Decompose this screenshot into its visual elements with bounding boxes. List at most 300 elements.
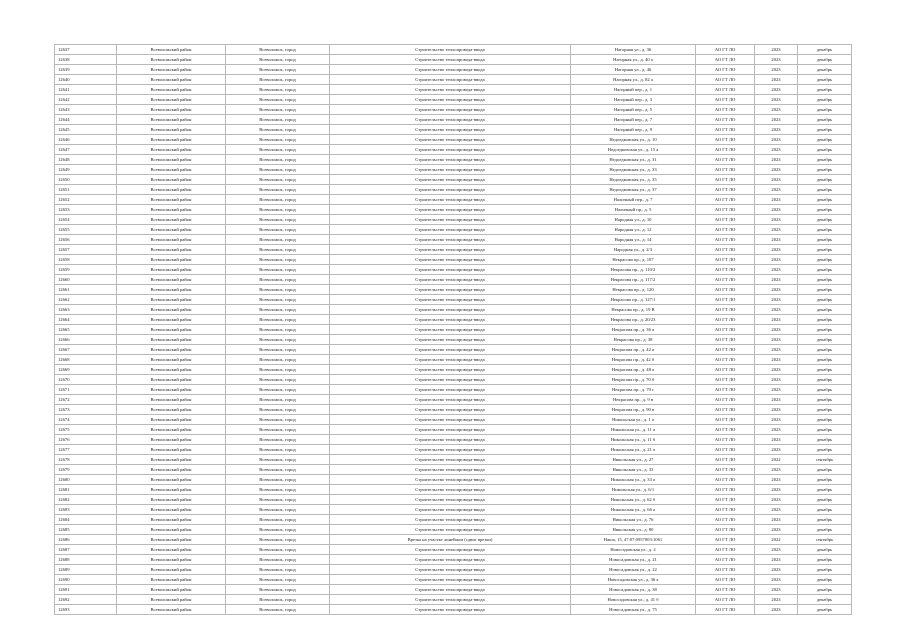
row-number-cell[interactable]: 12657: [55, 245, 117, 255]
year-cell[interactable]: 2023: [755, 55, 798, 65]
district-cell[interactable]: Всеволожский район: [117, 165, 226, 175]
month-cell[interactable]: декабрь: [798, 345, 852, 355]
row-number-cell[interactable]: 12676: [55, 435, 117, 445]
district-cell[interactable]: Всеволожский район: [117, 595, 226, 605]
row-number-cell[interactable]: 12680: [55, 475, 117, 485]
work-type-cell[interactable]: Строительство теплопровода-ввода: [330, 235, 571, 245]
district-cell[interactable]: Всеволожский район: [117, 235, 226, 245]
table-row[interactable]: [55, 415, 852, 425]
district-cell[interactable]: Всеволожский район: [117, 315, 226, 325]
address-cell[interactable]: Нагорная ул., д. 46: [571, 65, 696, 75]
district-cell[interactable]: Всеволожский район: [117, 95, 226, 105]
organization-cell[interactable]: АО ГТ ЛО: [696, 385, 755, 395]
row-number-cell[interactable]: 12653: [55, 205, 117, 215]
work-type-cell[interactable]: Строительство теплопровода-ввода: [330, 425, 571, 435]
table-row[interactable]: [55, 475, 852, 485]
row-number-cell[interactable]: 12645: [55, 125, 117, 135]
month-cell[interactable]: декабрь: [798, 585, 852, 595]
year-cell[interactable]: 2023: [755, 135, 798, 145]
district-cell[interactable]: Всеволожский район: [117, 545, 226, 555]
month-cell[interactable]: декабрь: [798, 505, 852, 515]
month-cell[interactable]: декабрь: [798, 145, 852, 155]
work-type-cell[interactable]: Строительство теплопровода-ввода: [330, 85, 571, 95]
district-cell[interactable]: Всеволожский район: [117, 45, 226, 55]
row-number-cell[interactable]: 12686: [55, 535, 117, 545]
month-cell[interactable]: декабрь: [798, 135, 852, 145]
organization-cell[interactable]: АО ГТ ЛО: [696, 445, 755, 455]
month-cell[interactable]: декабрь: [798, 65, 852, 75]
table-row[interactable]: [55, 605, 852, 615]
year-cell[interactable]: 2023: [755, 345, 798, 355]
organization-cell[interactable]: АО ГТ ЛО: [696, 255, 755, 265]
organization-cell[interactable]: АО ГТ ЛО: [696, 495, 755, 505]
row-number-cell[interactable]: 12661: [55, 285, 117, 295]
address-cell[interactable]: Некрасова пр., д. 36 а: [571, 325, 696, 335]
organization-cell[interactable]: АО ГТ ЛО: [696, 195, 755, 205]
work-type-cell[interactable]: Строительство теплопровода-ввода: [330, 355, 571, 365]
organization-cell[interactable]: АО ГТ ЛО: [696, 575, 755, 585]
work-type-cell[interactable]: Строительство теплопровода-ввода: [330, 515, 571, 525]
organization-cell[interactable]: АО ГТ ЛО: [696, 435, 755, 445]
address-cell[interactable]: Новосадовская ул., д. 22: [571, 565, 696, 575]
work-type-cell[interactable]: Строительство теплопровода-ввода: [330, 165, 571, 175]
month-cell[interactable]: декабрь: [798, 355, 852, 365]
month-cell[interactable]: декабрь: [798, 595, 852, 605]
row-number-cell[interactable]: 12678: [55, 455, 117, 465]
table-row[interactable]: [55, 585, 852, 595]
work-type-cell[interactable]: Строительство теплопровода-ввода: [330, 95, 571, 105]
district-cell[interactable]: Всеволожский район: [117, 565, 226, 575]
year-cell[interactable]: 2023: [755, 545, 798, 555]
locality-cell[interactable]: Всеволожск, город: [226, 115, 330, 125]
row-number-cell[interactable]: 12663: [55, 305, 117, 315]
organization-cell[interactable]: АО ГТ ЛО: [696, 545, 755, 555]
table-row[interactable]: [55, 515, 852, 525]
organization-cell[interactable]: АО ГТ ЛО: [696, 185, 755, 195]
district-cell[interactable]: Всеволожский район: [117, 385, 226, 395]
organization-cell[interactable]: АО ГТ ЛО: [696, 215, 755, 225]
district-cell[interactable]: Всеволожский район: [117, 345, 226, 355]
work-type-cell[interactable]: Строительство теплопровода-ввода: [330, 105, 571, 115]
address-cell[interactable]: Никольская ул., д. 11 б: [571, 435, 696, 445]
month-cell[interactable]: декабрь: [798, 105, 852, 115]
address-cell[interactable]: Наличный пр., д. 5: [571, 205, 696, 215]
table-row[interactable]: [55, 385, 852, 395]
address-cell[interactable]: Нагорный пер., д. 7: [571, 115, 696, 125]
row-number-cell[interactable]: 12652: [55, 195, 117, 205]
month-cell[interactable]: сентябрь: [798, 535, 852, 545]
year-cell[interactable]: 2023: [755, 205, 798, 215]
year-cell[interactable]: 2023: [755, 295, 798, 305]
locality-cell[interactable]: Всеволожск, город: [226, 355, 330, 365]
organization-cell[interactable]: АО ГТ ЛО: [696, 535, 755, 545]
organization-cell[interactable]: АО ГТ ЛО: [696, 465, 755, 475]
locality-cell[interactable]: Всеволожск, город: [226, 555, 330, 565]
work-type-cell[interactable]: Строительство теплопровода-ввода: [330, 555, 571, 565]
year-cell[interactable]: 2023: [755, 495, 798, 505]
month-cell[interactable]: декабрь: [798, 485, 852, 495]
row-number-cell[interactable]: 12684: [55, 515, 117, 525]
address-cell[interactable]: Наша, 15, 47:07:0957003:1061: [571, 535, 696, 545]
table-row[interactable]: [55, 595, 852, 605]
year-cell[interactable]: 2023: [755, 595, 798, 605]
address-cell[interactable]: Нагорная ул., д. 82 а: [571, 75, 696, 85]
year-cell[interactable]: 2023: [755, 175, 798, 185]
table-row[interactable]: [55, 225, 852, 235]
work-type-cell[interactable]: Строительство теплопровода-ввода: [330, 75, 571, 85]
locality-cell[interactable]: Всеволожск, город: [226, 385, 330, 395]
row-number-cell[interactable]: 12688: [55, 555, 117, 565]
locality-cell[interactable]: Всеволожск, город: [226, 565, 330, 575]
year-cell[interactable]: 2023: [755, 355, 798, 365]
month-cell[interactable]: декабрь: [798, 605, 852, 615]
organization-cell[interactable]: АО ГТ ЛО: [696, 175, 755, 185]
row-number-cell[interactable]: 12644: [55, 115, 117, 125]
locality-cell[interactable]: Всеволожск, город: [226, 445, 330, 455]
year-cell[interactable]: 2023: [755, 605, 798, 615]
work-type-cell[interactable]: Строительство теплопровода-ввода: [330, 195, 571, 205]
row-number-cell[interactable]: 12682: [55, 495, 117, 505]
locality-cell[interactable]: Всеволожск, город: [226, 515, 330, 525]
table-row[interactable]: [55, 545, 852, 555]
locality-cell[interactable]: Всеволожск, город: [226, 315, 330, 325]
organization-cell[interactable]: АО ГТ ЛО: [696, 115, 755, 125]
district-cell[interactable]: Всеволожский район: [117, 145, 226, 155]
work-type-cell[interactable]: Строительство теплопровода-ввода: [330, 415, 571, 425]
month-cell[interactable]: декабрь: [798, 75, 852, 85]
work-type-cell[interactable]: Строительство теплопровода-ввода: [330, 365, 571, 375]
month-cell[interactable]: декабрь: [798, 95, 852, 105]
row-number-cell[interactable]: 12637: [55, 45, 117, 55]
organization-cell[interactable]: АО ГТ ЛО: [696, 65, 755, 75]
row-number-cell[interactable]: 12691: [55, 585, 117, 595]
locality-cell[interactable]: Всеволожск, город: [226, 225, 330, 235]
organization-cell[interactable]: АО ГТ ЛО: [696, 555, 755, 565]
row-number-cell[interactable]: 12639: [55, 65, 117, 75]
row-number-cell[interactable]: 12681: [55, 485, 117, 495]
row-number-cell[interactable]: 12669: [55, 365, 117, 375]
organization-cell[interactable]: АО ГТ ЛО: [696, 475, 755, 485]
row-number-cell[interactable]: 12689: [55, 565, 117, 575]
district-cell[interactable]: Всеволожский район: [117, 195, 226, 205]
row-number-cell[interactable]: 12643: [55, 105, 117, 115]
row-number-cell[interactable]: 12665: [55, 325, 117, 335]
work-type-cell[interactable]: Строительство теплопровода-ввода: [330, 575, 571, 585]
month-cell[interactable]: декабрь: [798, 385, 852, 395]
district-cell[interactable]: Всеволожский район: [117, 585, 226, 595]
row-number-cell[interactable]: 12692: [55, 595, 117, 605]
address-cell[interactable]: Некрасова пр., д. 110/2: [571, 265, 696, 275]
row-number-cell[interactable]: 12683: [55, 505, 117, 515]
district-cell[interactable]: Всеволожский район: [117, 155, 226, 165]
row-number-cell[interactable]: 12677: [55, 445, 117, 455]
table-row[interactable]: [55, 285, 852, 295]
month-cell[interactable]: декабрь: [798, 305, 852, 315]
locality-cell[interactable]: Всеволожск, город: [226, 365, 330, 375]
locality-cell[interactable]: Всеволожск, город: [226, 485, 330, 495]
locality-cell[interactable]: Всеволожск, город: [226, 295, 330, 305]
locality-cell[interactable]: Всеволожск, город: [226, 285, 330, 295]
locality-cell[interactable]: Всеволожск, город: [226, 255, 330, 265]
work-type-cell[interactable]: Строительство теплопровода-ввода: [330, 215, 571, 225]
locality-cell[interactable]: Всеволожск, город: [226, 505, 330, 515]
address-cell[interactable]: Никольская ул., д. 6/1: [571, 485, 696, 495]
row-number-cell[interactable]: 12690: [55, 575, 117, 585]
year-cell[interactable]: 2023: [755, 375, 798, 385]
address-cell[interactable]: Никольская ул., д. 33: [571, 465, 696, 475]
district-cell[interactable]: Всеволожский район: [117, 115, 226, 125]
month-cell[interactable]: декабрь: [798, 245, 852, 255]
address-cell[interactable]: Недоедковская ул., д. 37: [571, 185, 696, 195]
month-cell[interactable]: декабрь: [798, 465, 852, 475]
district-cell[interactable]: Всеволожский район: [117, 245, 226, 255]
work-type-cell[interactable]: Строительство теплопровода-ввода: [330, 565, 571, 575]
row-number-cell[interactable]: 12674: [55, 415, 117, 425]
work-type-cell[interactable]: Строительство теплопровода-ввода: [330, 445, 571, 455]
work-type-cell[interactable]: Строительство теплопровода-ввода: [330, 395, 571, 405]
table-row[interactable]: [55, 465, 852, 475]
table-row[interactable]: [55, 345, 852, 355]
organization-cell[interactable]: АО ГТ ЛО: [696, 295, 755, 305]
table-row[interactable]: [55, 395, 852, 405]
address-cell[interactable]: Некрасова пр., д. 70 г: [571, 385, 696, 395]
locality-cell[interactable]: Всеволожск, город: [226, 305, 330, 315]
work-type-cell[interactable]: Строительство теплопровода-ввода: [330, 475, 571, 485]
table-row[interactable]: [55, 165, 852, 175]
address-cell[interactable]: Народная ул., д. 10: [571, 215, 696, 225]
locality-cell[interactable]: Всеволожск, город: [226, 55, 330, 65]
month-cell[interactable]: сентябрь: [798, 455, 852, 465]
row-number-cell[interactable]: 12675: [55, 425, 117, 435]
locality-cell[interactable]: Всеволожск, город: [226, 65, 330, 75]
address-cell[interactable]: Наличный пер., д. 7: [571, 195, 696, 205]
month-cell[interactable]: декабрь: [798, 265, 852, 275]
locality-cell[interactable]: Всеволожск, город: [226, 395, 330, 405]
locality-cell[interactable]: Всеволожск, город: [226, 125, 330, 135]
year-cell[interactable]: 2023: [755, 405, 798, 415]
address-cell[interactable]: Некрасова пр., д. 120: [571, 285, 696, 295]
row-number-cell[interactable]: 12648: [55, 155, 117, 165]
organization-cell[interactable]: АО ГТ ЛО: [696, 105, 755, 115]
month-cell[interactable]: декабрь: [798, 405, 852, 415]
address-cell[interactable]: Никольская ул., д. 1 а: [571, 415, 696, 425]
locality-cell[interactable]: Всеволожск, город: [226, 495, 330, 505]
locality-cell[interactable]: Всеволожск, город: [226, 435, 330, 445]
year-cell[interactable]: 2023: [755, 505, 798, 515]
locality-cell[interactable]: Всеволожск, город: [226, 425, 330, 435]
organization-cell[interactable]: АО ГТ ЛО: [696, 315, 755, 325]
locality-cell[interactable]: Всеволожск, город: [226, 475, 330, 485]
district-cell[interactable]: Всеволожский район: [117, 515, 226, 525]
locality-cell[interactable]: Всеволожск, город: [226, 45, 330, 55]
district-cell[interactable]: Всеволожский район: [117, 135, 226, 145]
row-number-cell[interactable]: 12638: [55, 55, 117, 65]
address-cell[interactable]: Некрасова пр., д. 48 а: [571, 365, 696, 375]
locality-cell[interactable]: Всеволожск, город: [226, 345, 330, 355]
work-type-cell[interactable]: Строительство теплопровода-ввода: [330, 455, 571, 465]
work-type-cell[interactable]: Строительство теплопровода-ввода: [330, 325, 571, 335]
month-cell[interactable]: декабрь: [798, 195, 852, 205]
district-cell[interactable]: Всеволожский район: [117, 605, 226, 615]
month-cell[interactable]: декабрь: [798, 545, 852, 555]
address-cell[interactable]: Нагорная ул., д. 36: [571, 45, 696, 55]
locality-cell[interactable]: Всеволожск, город: [226, 245, 330, 255]
district-cell[interactable]: Всеволожский район: [117, 175, 226, 185]
month-cell[interactable]: декабрь: [798, 175, 852, 185]
year-cell[interactable]: 2023: [755, 305, 798, 315]
work-type-cell[interactable]: Строительство теплопровода-ввода: [330, 545, 571, 555]
table-row[interactable]: [55, 555, 852, 565]
address-cell[interactable]: Некрасова пр., д. 107: [571, 255, 696, 265]
work-type-cell[interactable]: Строительство теплопровода-ввода: [330, 605, 571, 615]
month-cell[interactable]: декабрь: [798, 375, 852, 385]
district-cell[interactable]: Всеволожский район: [117, 405, 226, 415]
locality-cell[interactable]: Всеволожск, город: [226, 75, 330, 85]
district-cell[interactable]: Всеволожский район: [117, 285, 226, 295]
table-row[interactable]: [55, 175, 852, 185]
organization-cell[interactable]: АО ГТ ЛО: [696, 455, 755, 465]
year-cell[interactable]: 2023: [755, 585, 798, 595]
year-cell[interactable]: 2023: [755, 45, 798, 55]
locality-cell[interactable]: Всеволожск, город: [226, 335, 330, 345]
address-cell[interactable]: Нагорный пер., д. 5: [571, 105, 696, 115]
address-cell[interactable]: Некрасова пр., д. 70 б: [571, 375, 696, 385]
organization-cell[interactable]: АО ГТ ЛО: [696, 135, 755, 145]
organization-cell[interactable]: АО ГТ ЛО: [696, 595, 755, 605]
month-cell[interactable]: декабрь: [798, 335, 852, 345]
locality-cell[interactable]: Всеволожск, город: [226, 205, 330, 215]
organization-cell[interactable]: АО ГТ ЛО: [696, 265, 755, 275]
address-cell[interactable]: Недоедковская ул., д. 31: [571, 155, 696, 165]
year-cell[interactable]: 2023: [755, 95, 798, 105]
year-cell[interactable]: 2023: [755, 275, 798, 285]
locality-cell[interactable]: Всеволожск, город: [226, 85, 330, 95]
work-type-cell[interactable]: Строительство теплопровода-ввода: [330, 155, 571, 165]
year-cell[interactable]: 2023: [755, 165, 798, 175]
address-cell[interactable]: Никольская ул., д. 62 б: [571, 495, 696, 505]
month-cell[interactable]: декабрь: [798, 215, 852, 225]
locality-cell[interactable]: Всеволожск, город: [226, 605, 330, 615]
district-cell[interactable]: Всеволожский район: [117, 365, 226, 375]
organization-cell[interactable]: АО ГТ ЛО: [696, 285, 755, 295]
table-row[interactable]: [55, 185, 852, 195]
table-row[interactable]: [55, 65, 852, 75]
district-cell[interactable]: Всеволожский район: [117, 125, 226, 135]
year-cell[interactable]: 2023: [755, 185, 798, 195]
district-cell[interactable]: Всеволожский район: [117, 185, 226, 195]
table-row[interactable]: [55, 565, 852, 575]
row-number-cell[interactable]: 12687: [55, 545, 117, 555]
table-row[interactable]: [55, 235, 852, 245]
address-cell[interactable]: Недоедковская ул., д. 33: [571, 165, 696, 175]
address-cell[interactable]: Новосадовская ул., д. 2: [571, 545, 696, 555]
district-cell[interactable]: Всеволожский район: [117, 65, 226, 75]
locality-cell[interactable]: Всеволожск, город: [226, 585, 330, 595]
district-cell[interactable]: Всеволожский район: [117, 75, 226, 85]
month-cell[interactable]: декабрь: [798, 565, 852, 575]
year-cell[interactable]: 2023: [755, 285, 798, 295]
address-cell[interactable]: Недоедковская ул., д. 10: [571, 135, 696, 145]
address-cell[interactable]: Народная ул., д. 2/3: [571, 245, 696, 255]
work-type-cell[interactable]: Строительство теплопровода-ввода: [330, 245, 571, 255]
locality-cell[interactable]: Всеволожск, город: [226, 545, 330, 555]
table-row[interactable]: [55, 85, 852, 95]
year-cell[interactable]: 2023: [755, 335, 798, 345]
row-number-cell[interactable]: 12656: [55, 235, 117, 245]
work-type-cell[interactable]: Строительство теплопровода-ввода: [330, 345, 571, 355]
year-cell[interactable]: 2023: [755, 145, 798, 155]
address-cell[interactable]: Некрасова пр., д. 42 б: [571, 355, 696, 365]
work-type-cell[interactable]: Строительство теплопровода-ввода: [330, 255, 571, 265]
district-cell[interactable]: Всеволожский район: [117, 455, 226, 465]
table-row[interactable]: [55, 355, 852, 365]
locality-cell[interactable]: Всеволожск, город: [226, 95, 330, 105]
organization-cell[interactable]: АО ГТ ЛО: [696, 485, 755, 495]
table-row[interactable]: [55, 255, 852, 265]
organization-cell[interactable]: АО ГТ ЛО: [696, 245, 755, 255]
address-cell[interactable]: Недоедковская ул., д. 15 а: [571, 145, 696, 155]
year-cell[interactable]: 2023: [755, 515, 798, 525]
month-cell[interactable]: декабрь: [798, 85, 852, 95]
work-type-cell[interactable]: Строительство теплопровода-ввода: [330, 185, 571, 195]
month-cell[interactable]: декабрь: [798, 435, 852, 445]
work-type-cell[interactable]: Строительство теплопровода-ввода: [330, 385, 571, 395]
month-cell[interactable]: декабрь: [798, 365, 852, 375]
work-type-cell[interactable]: Строительство теплопровода-ввода: [330, 495, 571, 505]
district-cell[interactable]: Всеволожский район: [117, 485, 226, 495]
district-cell[interactable]: Всеволожский район: [117, 325, 226, 335]
organization-cell[interactable]: АО ГТ ЛО: [696, 85, 755, 95]
district-cell[interactable]: Всеволожский район: [117, 445, 226, 455]
month-cell[interactable]: декабрь: [798, 315, 852, 325]
work-type-cell[interactable]: Строительство теплопровода-ввода: [330, 45, 571, 55]
table-row[interactable]: [55, 425, 852, 435]
address-cell[interactable]: Некрасова пр., д. 20/23: [571, 315, 696, 325]
organization-cell[interactable]: АО ГТ ЛО: [696, 565, 755, 575]
address-cell[interactable]: Нагорный пер., д. 3: [571, 95, 696, 105]
row-number-cell[interactable]: 12641: [55, 85, 117, 95]
table-row[interactable]: [55, 45, 852, 55]
district-cell[interactable]: Всеволожский район: [117, 55, 226, 65]
work-type-cell[interactable]: Строительство теплопровода-ввода: [330, 315, 571, 325]
work-type-cell[interactable]: Строительство теплопровода-ввода: [330, 305, 571, 315]
address-cell[interactable]: Никольская ул., д. 21 а: [571, 445, 696, 455]
district-cell[interactable]: Всеволожский район: [117, 435, 226, 445]
row-number-cell[interactable]: 12658: [55, 255, 117, 265]
district-cell[interactable]: Всеволожский район: [117, 255, 226, 265]
locality-cell[interactable]: Всеволожск, город: [226, 455, 330, 465]
row-number-cell[interactable]: 12659: [55, 265, 117, 275]
district-cell[interactable]: Всеволожский район: [117, 225, 226, 235]
address-cell[interactable]: Никольская ул., д. 66 а: [571, 505, 696, 515]
organization-cell[interactable]: АО ГТ ЛО: [696, 505, 755, 515]
month-cell[interactable]: декабрь: [798, 415, 852, 425]
year-cell[interactable]: 2023: [755, 195, 798, 205]
month-cell[interactable]: декабрь: [798, 165, 852, 175]
work-type-cell[interactable]: Строительство теплопровода-ввода: [330, 225, 571, 235]
month-cell[interactable]: декабрь: [798, 185, 852, 195]
month-cell[interactable]: декабрь: [798, 205, 852, 215]
work-type-cell[interactable]: Строительство теплопровода-ввода: [330, 55, 571, 65]
organization-cell[interactable]: АО ГТ ЛО: [696, 585, 755, 595]
district-cell[interactable]: Всеволожский район: [117, 535, 226, 545]
year-cell[interactable]: 2023: [755, 65, 798, 75]
row-number-cell[interactable]: 12649: [55, 165, 117, 175]
month-cell[interactable]: декабрь: [798, 555, 852, 565]
organization-cell[interactable]: АО ГТ ЛО: [696, 45, 755, 55]
locality-cell[interactable]: Всеволожск, город: [226, 215, 330, 225]
table-row[interactable]: [55, 535, 852, 545]
